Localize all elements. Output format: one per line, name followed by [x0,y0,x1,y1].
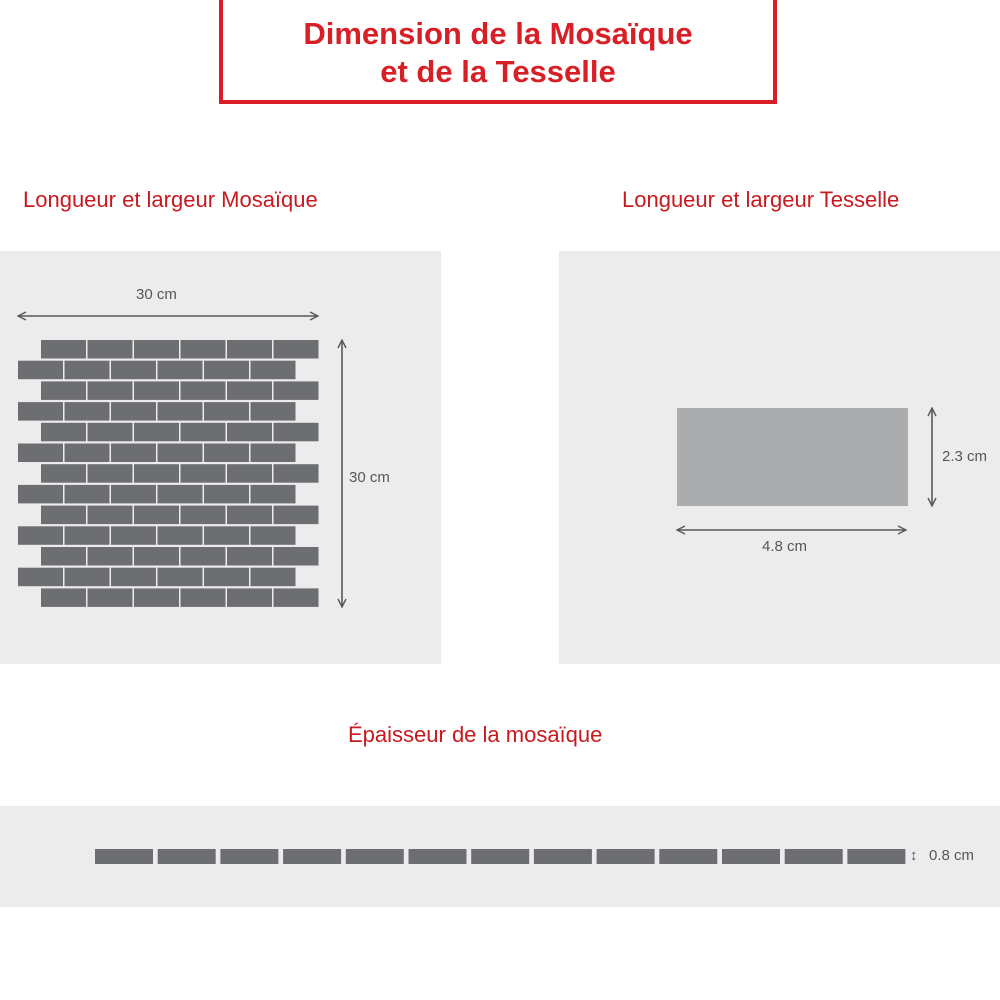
mosaic-tile [88,547,133,566]
thickness-label: 0.8 cm [929,847,975,864]
mosaic-tile [227,423,272,442]
mosaic-tile [251,526,296,545]
mosaic-tile [204,444,249,463]
mosaic-tile [204,568,249,587]
mosaic-tile [204,361,249,380]
mosaic-tile [111,361,156,380]
mosaic-tile [111,568,156,587]
mosaic-tiles [18,340,319,607]
mosaic-tile [134,423,179,442]
thickness-tile [95,849,153,864]
mosaic-tile [158,568,203,587]
thickness-arrow-icon: ↕ [910,847,918,864]
mosaic-tile [181,506,226,524]
mosaic-width-label: 30 cm [136,286,177,303]
mosaic-tile [111,526,156,545]
mosaic-tile [88,588,133,607]
mosaic-tile [134,506,179,524]
mosaic-tile [88,423,133,442]
mosaic-tile [134,340,179,359]
mosaic-tile [158,361,203,380]
mosaic-tile [204,485,249,504]
mosaic-tile [274,547,319,566]
mosaic-tile [274,340,319,359]
mosaic-tile [88,381,133,400]
mosaic-tile [134,464,179,483]
mosaic-tile [227,381,272,400]
mosaic-tile [274,423,319,442]
mosaic-tile [65,444,110,463]
mosaic-tile [134,588,179,607]
mosaic-tile [227,340,272,359]
mosaic-tile [227,506,272,524]
mosaic-tile [181,547,226,566]
tile-size-heading: Longueur et largeur Tesselle [622,187,900,212]
mosaic-tile [88,464,133,483]
mosaic-tile [251,485,296,504]
mosaic-tile [158,444,203,463]
mosaic-tile [111,444,156,463]
mosaic-tile [18,361,63,380]
mosaic-tile [227,464,272,483]
title-line-1: Dimension de la Mosaïque [303,16,693,51]
mosaic-tile [181,381,226,400]
mosaic-tile [18,402,63,421]
mosaic-tile [227,588,272,607]
mosaic-tile [274,464,319,483]
mosaic-tile [41,547,86,566]
mosaic-tile [18,444,63,463]
tile-rect [677,408,908,506]
thickness-heading: Épaisseur de la mosaïque [348,722,603,747]
mosaic-tile [181,588,226,607]
mosaic-tile [111,485,156,504]
thickness-tile [409,849,467,864]
mosaic-tile [88,506,133,524]
mosaic-tile [65,485,110,504]
mosaic-tile [65,402,110,421]
mosaic-tile [65,568,110,587]
mosaic-tile [41,588,86,607]
mosaic-tile [41,423,86,442]
mosaic-tile [274,588,319,607]
thickness-tile [659,849,717,864]
mosaic-tile [251,402,296,421]
thickness-tile [722,849,780,864]
mosaic-tile [158,402,203,421]
mosaic-tile [41,381,86,400]
mosaic-tile [251,361,296,380]
mosaic-tile [18,568,63,587]
mosaic-tile [18,526,63,545]
thickness-tile [346,849,404,864]
mosaic-tile [41,506,86,524]
mosaic-tile [181,464,226,483]
thickness-tiles [95,849,905,864]
mosaic-tile [18,485,63,504]
mosaic-tile [274,381,319,400]
mosaic-tile [158,526,203,545]
tile-height-label: 2.3 cm [942,448,988,465]
mosaic-tile [65,526,110,545]
mosaic-tile [204,402,249,421]
mosaic-tile [251,568,296,587]
tile-width-label: 4.8 cm [762,538,808,555]
thickness-tile [597,849,655,864]
thickness-tile [158,849,216,864]
mosaic-tile [134,381,179,400]
thickness-tile [220,849,278,864]
thickness-tile [283,849,341,864]
mosaic-tile [88,340,133,359]
thickness-tile [785,849,843,864]
mosaic-tile [204,526,249,545]
mosaic-tile [134,547,179,566]
mosaic-size-heading: Longueur et largeur Mosaïque [23,187,318,212]
title-line-2: et de la Tesselle [380,54,616,89]
thickness-tile [847,849,905,864]
mosaic-tile [111,402,156,421]
mosaic-tile [251,444,296,463]
mosaic-tile [181,340,226,359]
mosaic-tile [158,485,203,504]
mosaic-tile [41,464,86,483]
mosaic-tile [181,423,226,442]
mosaic-tile [41,340,86,359]
mosaic-height-label: 30 cm [349,469,390,486]
mosaic-tile [65,361,110,380]
thickness-tile [534,849,592,864]
mosaic-tile [274,506,319,524]
thickness-tile [471,849,529,864]
mosaic-tile [227,547,272,566]
